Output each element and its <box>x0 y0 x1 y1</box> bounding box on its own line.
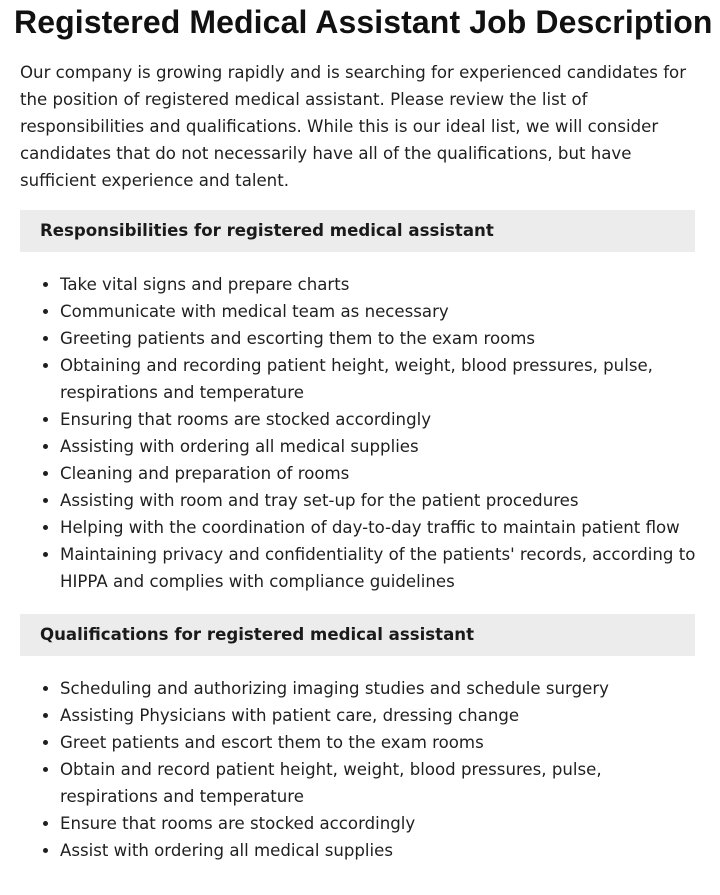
list-item: • Assist with ordering all medical supplies <box>60 837 700 864</box>
list-item: • Scheduling and authorizing imaging studies and schedule surgery <box>60 675 700 702</box>
qualifications-list <box>20 675 700 864</box>
list-item: • Assisting Physicians with patient care, dressing change <box>60 702 700 729</box>
responsibilities-section-header <box>20 210 695 252</box>
responsibilities-heading: Responsibilities for registered medical assistant <box>40 221 494 240</box>
list-item: • Obtaining and recording patient height, weight, blood pressures, pulse, respirations and temperature <box>60 352 700 406</box>
qualifications-section-header <box>20 614 695 656</box>
list-item: • Greet patients and escort them to the exam rooms <box>60 729 700 756</box>
list-item: • Ensure that rooms are stocked accordingly <box>60 810 700 837</box>
list-item: • Obtain and record patient height, weight, blood pressures, pulse, respirations and temperature <box>60 756 700 810</box>
list-item: • Assisting with ordering all medical supplies <box>60 433 700 460</box>
qualifications-heading: Qualifications for registered medical assistant <box>40 625 475 644</box>
list-item: • Helping with the coordination of day-to-day traffic to maintain patient flow <box>60 514 700 541</box>
list-item: • Ensuring that rooms are stocked accordingly <box>60 406 700 433</box>
list-item: • Assisting with room and tray set-up for the patient procedures <box>60 487 700 514</box>
list-item: • Communicate with medical team as necessary <box>60 298 700 325</box>
intro-paragraph: Our company is growing rapidly and is searching for experienced candidates for the position of registered medical assistant. Please review the list of responsibilities and qualifications. While this is our ideal list, we will consider candidates that do not necessarily have all of the qualifications, but have sufficient experience and talent. <box>20 63 687 190</box>
responsibilities-list <box>20 271 700 595</box>
list-item: • Maintaining privacy and confidentiality of the patients' records, according to HIPPA and complies with compliance guidelines <box>60 541 700 595</box>
page-title: Registered Medical Assistant Job Description <box>14 4 713 40</box>
list-item: • Take vital signs and prepare charts <box>60 271 700 298</box>
list-item: • Greeting patients and escorting them to the exam rooms <box>60 325 700 352</box>
list-item: • Cleaning and preparation of rooms <box>60 460 700 487</box>
